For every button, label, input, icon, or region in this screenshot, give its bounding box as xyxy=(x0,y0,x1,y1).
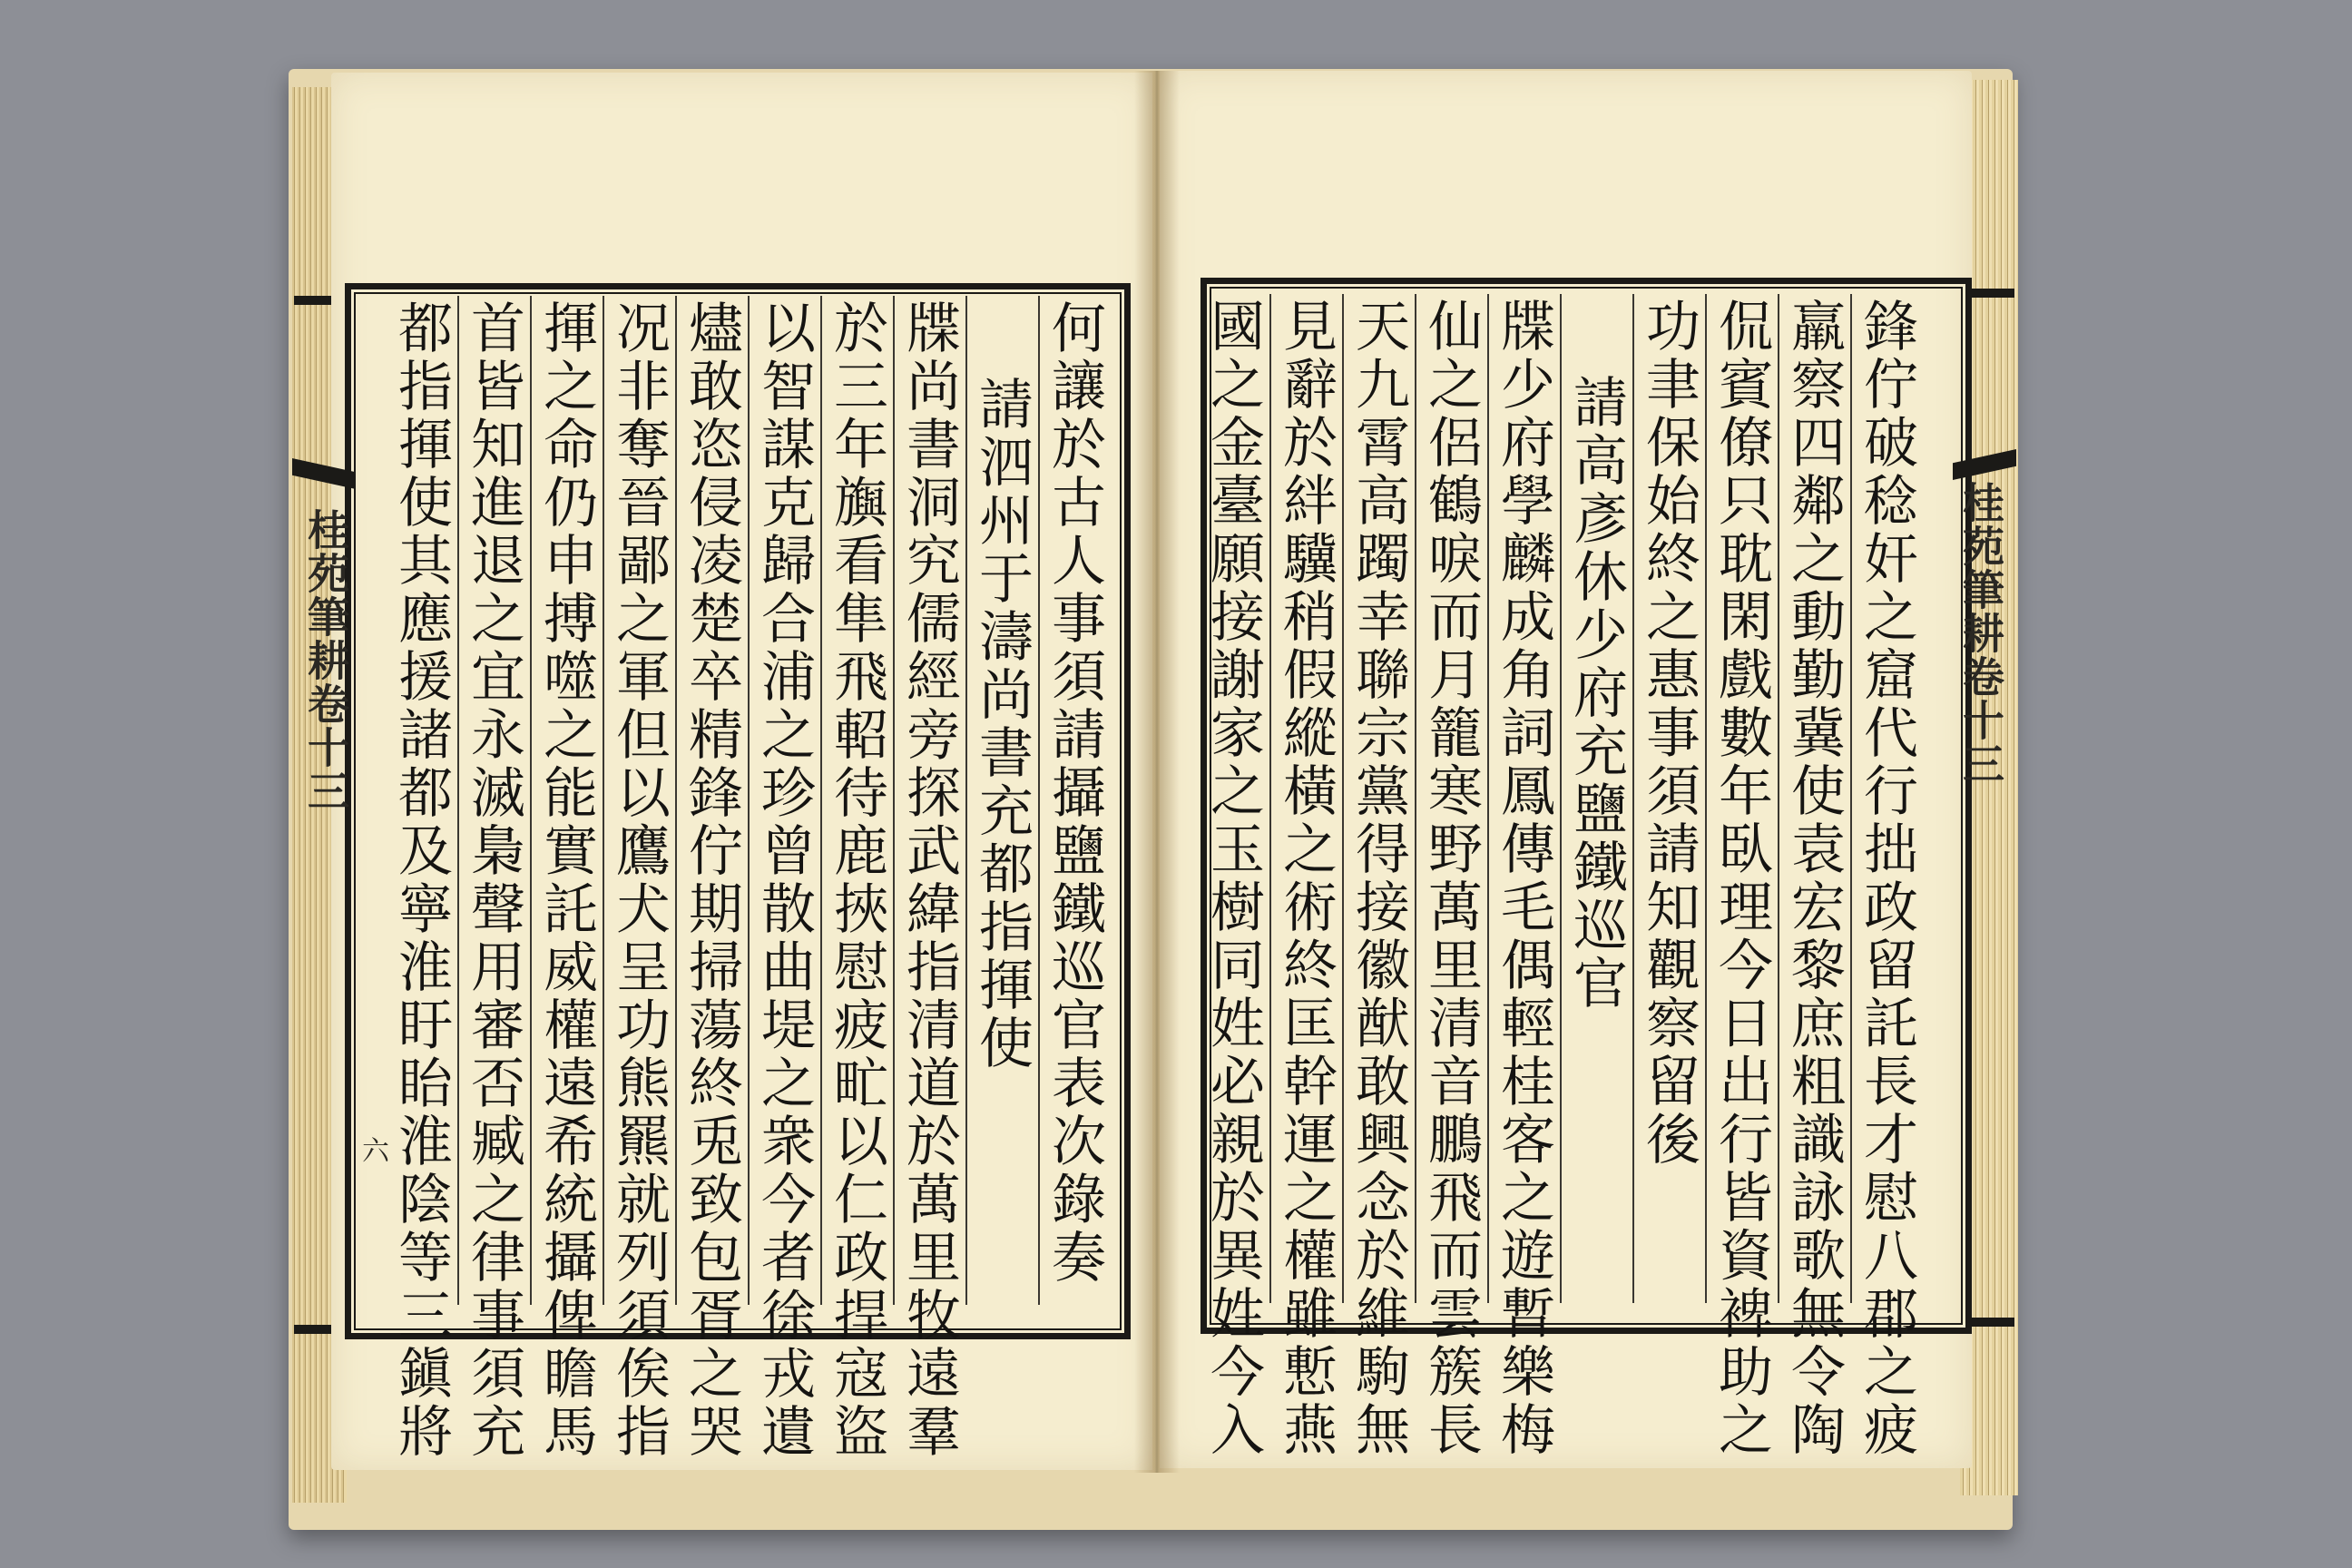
left-text-column: 揮之命仍申搏噬之能實託威權遠希統攝俾瞻馬 xyxy=(534,299,598,1461)
left-text-column: 都指揮使其應援諸都及寧淮盱眙淮陰等三鎭將 xyxy=(389,299,453,1461)
right-text-column: 鋒佇破稔奸之窟代行拙政留託長才慰八郡之疲 xyxy=(1855,298,1918,1459)
right-column-rule xyxy=(1269,294,1271,1303)
left-text-column: 於三年旟看隼飛軺待鹿挾慰疲甿以仁政捍寇盜 xyxy=(825,299,888,1461)
left-text-column: 請泗州于濤尚書充都指揮使 xyxy=(970,376,1034,1073)
right-column-rule xyxy=(1342,294,1344,1303)
right-text-column: 羸察四鄰之動勤冀使袁宏黎庶粗識詠歌無令陶 xyxy=(1782,298,1846,1459)
right-text-column: 功聿保始終之惠事須請知觀察留後 xyxy=(1637,298,1700,1169)
left-text-column: 燼敢恣侵凌楚卒精鋒佇期掃蕩終兎致包胥之哭 xyxy=(680,299,743,1461)
right-text-column: 侃賓僚只耽閑戲數年臥理今日出行皆資裨助之 xyxy=(1710,298,1773,1459)
left-column-rule xyxy=(603,296,604,1305)
left-column-rule xyxy=(748,296,750,1305)
left-text-column: 何讓於古人事須請攝鹽鐵巡官表次錄奏 xyxy=(1043,299,1106,1287)
left-text-column: 况非奪晉鄙之軍但以鷹犬呈功熊羆就列須俟指 xyxy=(607,299,671,1461)
left-text-column: 首皆知進退之宜永滅梟聲用審否臧之律事須充 xyxy=(462,299,525,1461)
right-text-column: 天九霄高躅幸聯宗黨得接徽猷敢興念於維駒無 xyxy=(1347,298,1410,1459)
left-page-number: 六 xyxy=(357,1136,388,1163)
right-text-column: 國之金臺願接謝家之玉樹同姓必親於異姓今入 xyxy=(1201,298,1265,1459)
right-column-rule xyxy=(1415,294,1416,1303)
left-text-column: 以智謀克歸合浦之珍曾散曲堤之衆今者徐戎遺 xyxy=(752,299,816,1461)
book-gutter xyxy=(1134,71,1180,1473)
right-column-rule xyxy=(1487,294,1489,1303)
left-text-columns xyxy=(381,299,1107,1461)
left-column-rule xyxy=(457,296,459,1305)
right-spine-label: 桂苑筆耕卷十三 xyxy=(1956,481,2005,786)
left-column-rule xyxy=(893,296,895,1305)
left-column-rule xyxy=(1038,296,1040,1305)
right-text-column: 請高彥休少府充鹽鐵巡官 xyxy=(1564,374,1628,1013)
left-column-rule xyxy=(965,296,967,1305)
left-column-rule xyxy=(530,296,532,1305)
left-column-rule xyxy=(675,296,677,1305)
right-text-column: 見辭於絆驥稍假縱橫之術終匡幹運之權雖慙燕 xyxy=(1274,298,1338,1459)
right-text-columns xyxy=(1201,298,1919,1459)
right-column-rule xyxy=(1705,294,1707,1303)
right-column-rule xyxy=(1560,294,1562,1303)
left-spine-label: 桂苑筆耕卷十三 xyxy=(301,508,350,813)
right-text-column: 仙之侶鶴唳而月籠寒野萬里清音鵬飛而雲簇長 xyxy=(1419,298,1483,1459)
right-column-rule xyxy=(1632,294,1634,1303)
right-text-column: 牒少府學麟成角詞鳳傳毛偶輕桂客之遊暫樂梅 xyxy=(1492,298,1555,1459)
left-column-rule xyxy=(820,296,822,1305)
right-column-rule xyxy=(1778,294,1779,1303)
right-column-rule xyxy=(1850,294,1852,1303)
left-text-column: 牒尚書洞究儒經旁探武緯指清道於萬里牧遠羣 xyxy=(897,299,961,1461)
